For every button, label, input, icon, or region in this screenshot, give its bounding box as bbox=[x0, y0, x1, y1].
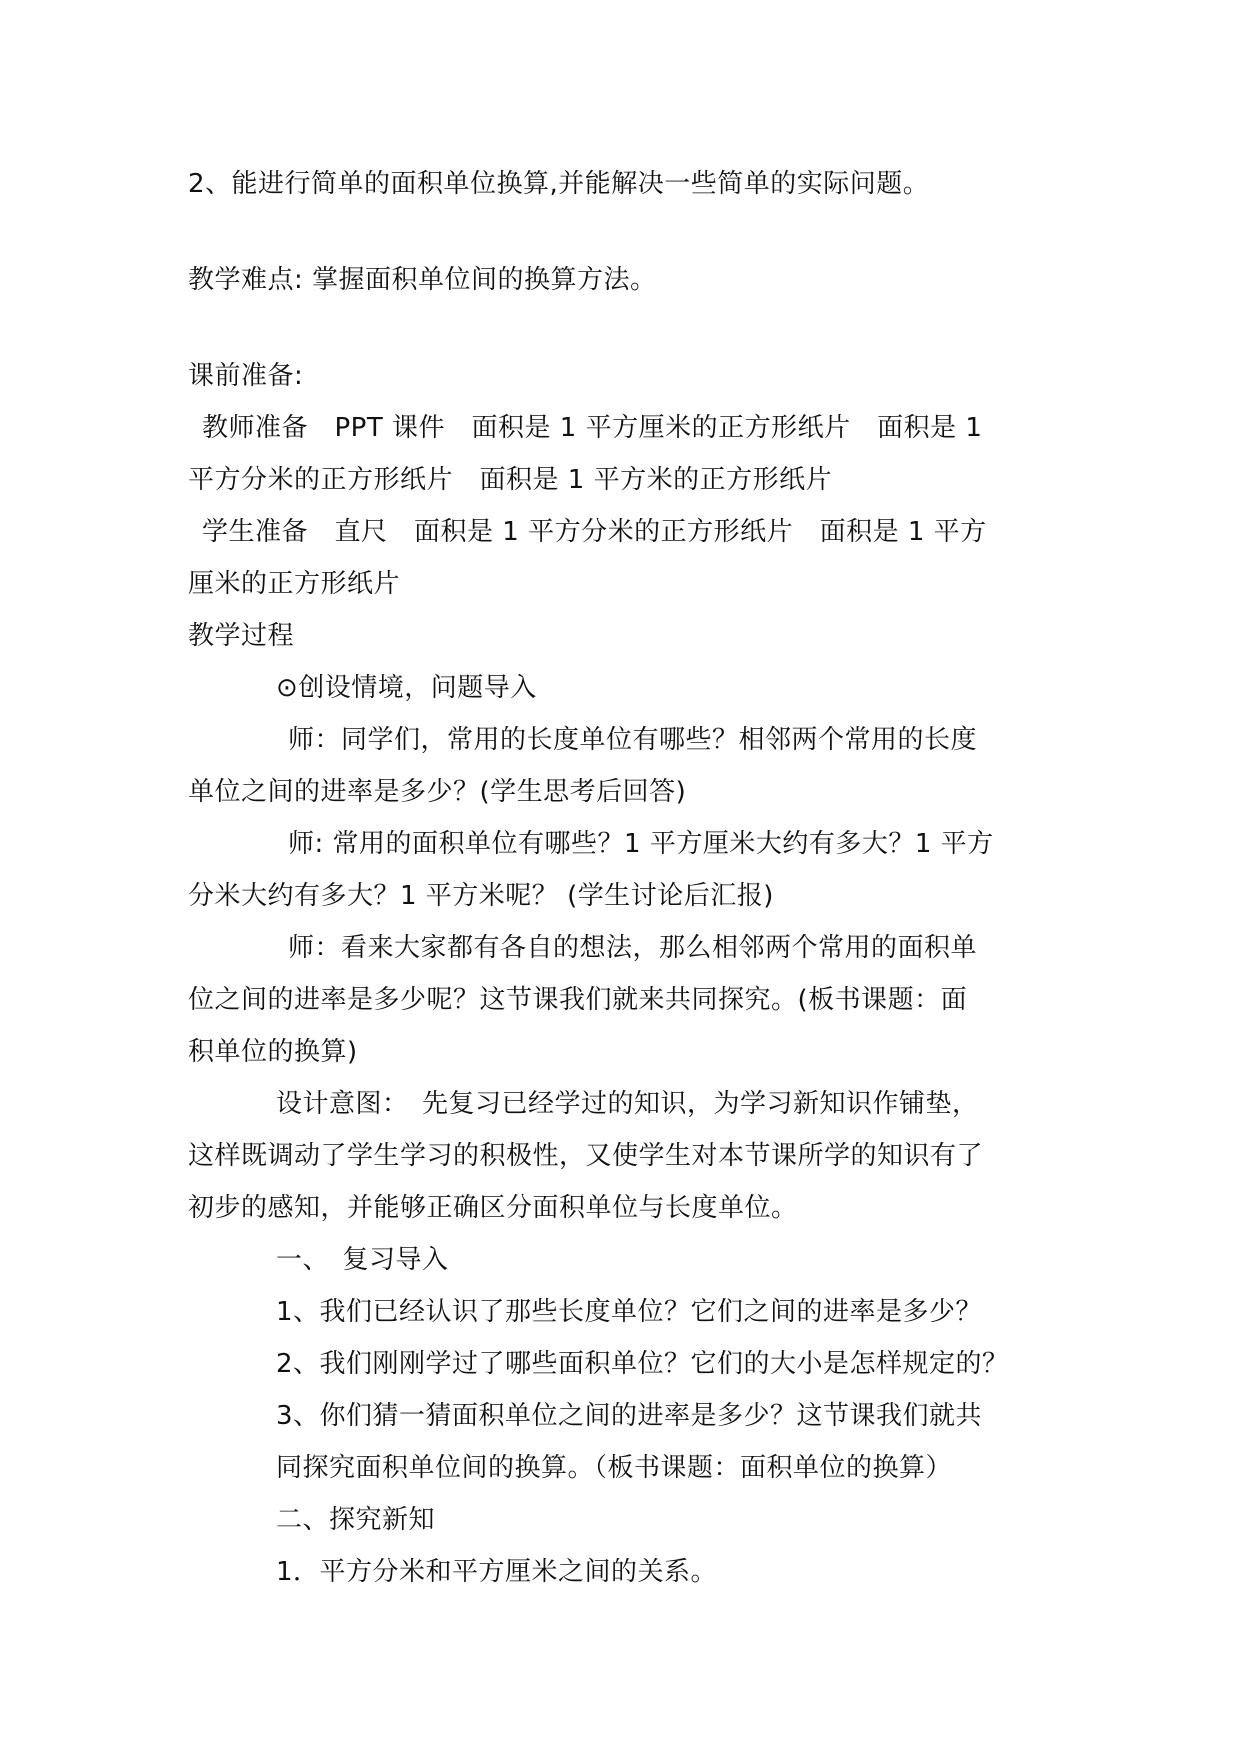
teacher-question-2-line-1: 师: 常用的面积单位有哪些？1 平方厘米大约有多大？1 平方 bbox=[288, 829, 994, 859]
teacher-question-3-line-3: 积单位的换算) bbox=[188, 1037, 358, 1067]
teacher-question-1-line-2: 单位之间的进率是多少？(学生思考后回答) bbox=[188, 777, 687, 807]
preparation-heading: 课前准备: bbox=[188, 361, 304, 391]
objective-2: 2、能进行简单的面积单位换算,并能解决一些简单的实际问题。 bbox=[188, 169, 930, 199]
scenario-heading: ⊙创设情境，问题导入 bbox=[276, 673, 537, 703]
design-intent-line-1: 设计意图： 先复习已经学过的知识，为学习新知识作铺垫， bbox=[276, 1089, 979, 1119]
teacher-question-1-line-1: 师：同学们，常用的长度单位有哪些？相邻两个常用的长度 bbox=[288, 725, 978, 755]
design-intent-line-3: 初步的感知，并能够正确区分面积单位与长度单位。 bbox=[188, 1193, 798, 1223]
review-question-1: 1、我们已经认识了那些长度单位？它们之间的进率是多少？ bbox=[276, 1297, 983, 1327]
student-preparation-line-1: 学生准备 直尺 面积是 1 平方分米的正方形纸片 面积是 1 平方 bbox=[202, 517, 987, 547]
section-explore-heading: 二、探究新知 bbox=[276, 1505, 436, 1535]
document-body bbox=[188, 158, 1058, 1598]
review-question-3-line-1: 3、你们猜一猜面积单位之间的进率是多少？这节课我们就共 bbox=[276, 1401, 983, 1431]
teacher-preparation-line-2: 平方分米的正方形纸片 面积是 1 平方米的正方形纸片 bbox=[188, 465, 833, 495]
review-question-2: 2、我们刚刚学过了哪些面积单位？它们的大小是怎样规定的？ bbox=[276, 1349, 1009, 1379]
design-intent-line-2: 这样既调动了学生学习的积极性，又使学生对本节课所学的知识有了 bbox=[188, 1141, 984, 1171]
explore-item-1: 1．平方分米和平方厘米之间的关系。 bbox=[276, 1557, 718, 1587]
teacher-question-3-line-1: 师：看来大家都有各自的想法，那么相邻两个常用的面积单 bbox=[288, 933, 978, 963]
review-question-3-line-2: 同探究面积单位间的换算。（板书课题：面积单位的换算） bbox=[276, 1453, 953, 1483]
teacher-preparation-line-1: 教师准备 PPT 课件 面积是 1 平方厘米的正方形纸片 面积是 1 bbox=[202, 413, 983, 443]
teaching-difficulty: 教学难点: 掌握面积单位间的换算方法。 bbox=[188, 265, 657, 295]
student-preparation-line-2: 厘米的正方形纸片 bbox=[188, 569, 401, 599]
teaching-process-heading: 教学过程 bbox=[188, 621, 295, 651]
teacher-question-3-line-2: 位之间的进率是多少呢？这节课我们就来共同探究。(板书课题：面 bbox=[188, 985, 968, 1015]
teacher-question-2-line-2: 分米大约有多大？1 平方米呢？ (学生讨论后汇报) bbox=[188, 881, 774, 911]
section-review-heading: 一、 复习导入 bbox=[276, 1245, 449, 1275]
